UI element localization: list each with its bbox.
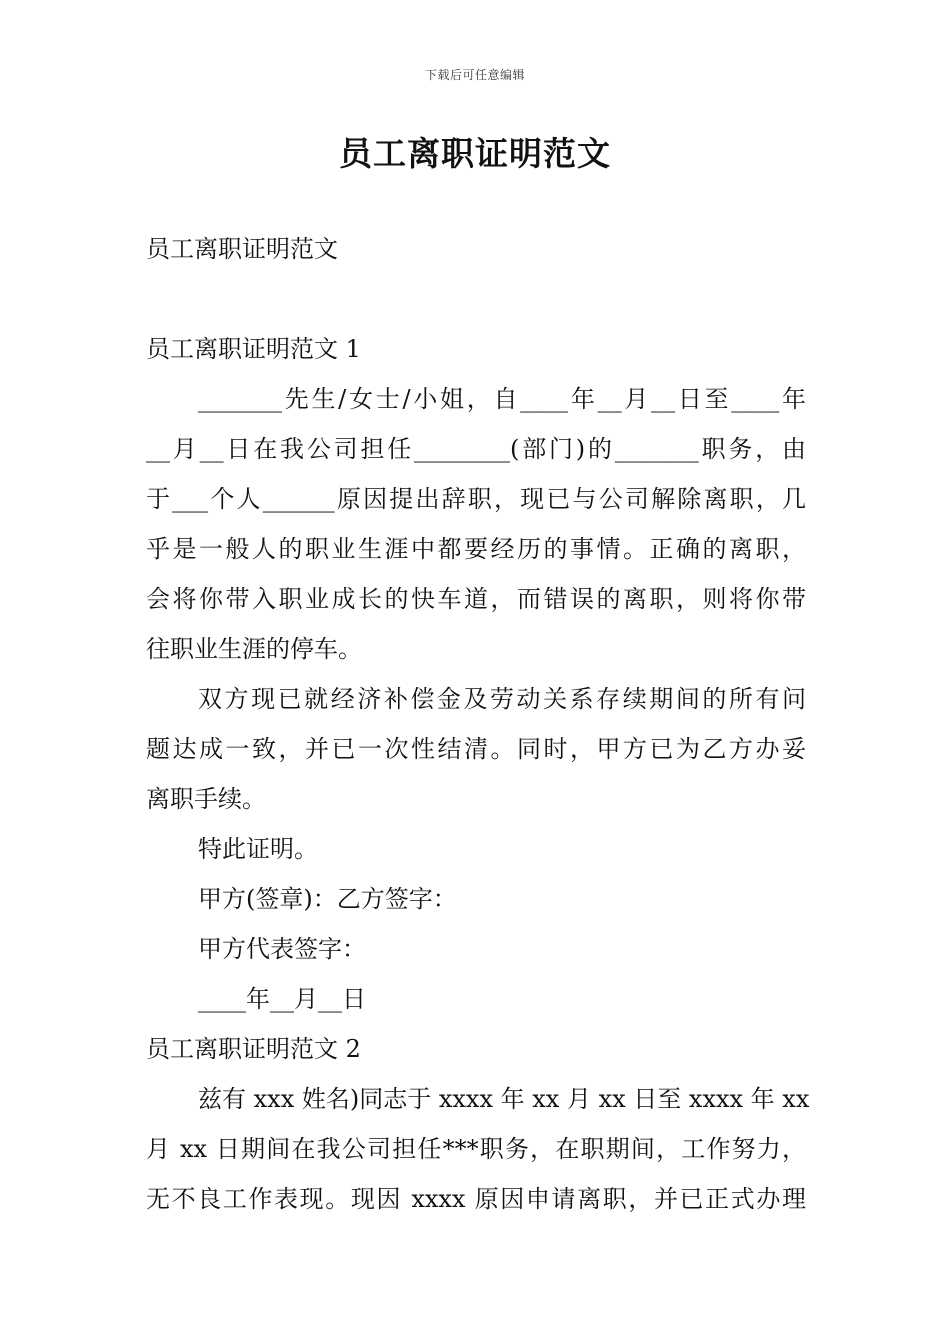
section-2-para1-line: 兹有 xxx 姓名)同志于 xxxx 年 xx 月 xx 日至 xxxx 年 xx	[198, 1085, 810, 1113]
section-1-para1-line: _______先生/女士/小姐，自____年__月__日至____年	[198, 385, 806, 413]
section-1-para2-line: 离职手续。	[146, 785, 266, 813]
document-title: 员工离职证明范文	[339, 134, 611, 173]
certify-statement: 特此证明。	[198, 835, 318, 863]
section-1-para1-line: 会将你带入职业成长的快车道，而错误的离职，则将你带	[146, 585, 806, 613]
subtitle-block	[146, 224, 806, 274]
header-note: 下载后可任意编辑	[424, 68, 525, 82]
date-line: ____年__月__日	[198, 985, 366, 1013]
representative-signature-line: 甲方代表签字：	[198, 935, 366, 963]
section-1-para2-line: 题达成一致，并已一次性结清。同时，甲方已为乙方办妥	[146, 735, 806, 763]
section-2-heading: 员工离职证明范文 2	[146, 1035, 361, 1063]
section-2-para1-line: 无不良工作表现。现因 xxxx 原因申请离职，并已正式办理	[146, 1185, 806, 1213]
party-a-signature-line: 甲方(签章)：乙方签字：	[198, 885, 457, 913]
section-2-para1-line: 月 xx 日期间在我公司担任***职务，在职期间，工作努力，	[146, 1135, 806, 1163]
section-1-para1-line: 乎是一般人的职业生涯中都要经历的事情。正确的离职，	[146, 535, 806, 563]
section-1-para1-line: 往职业生涯的停车。	[146, 635, 362, 663]
section-1-para1-line: 于___个人______原因提出辞职，现已与公司解除离职，几	[146, 485, 806, 513]
subtitle: 员工离职证明范文	[146, 235, 338, 263]
section-1-heading: 员工离职证明范文 1	[146, 335, 361, 363]
section-1-para2-line: 双方现已就经济补偿金及劳动关系存续期间的所有问	[198, 685, 806, 713]
section-1	[146, 324, 810, 1224]
section-1-para1-line: __月__日在我公司担任________(部门)的_______职务，由	[146, 435, 806, 463]
